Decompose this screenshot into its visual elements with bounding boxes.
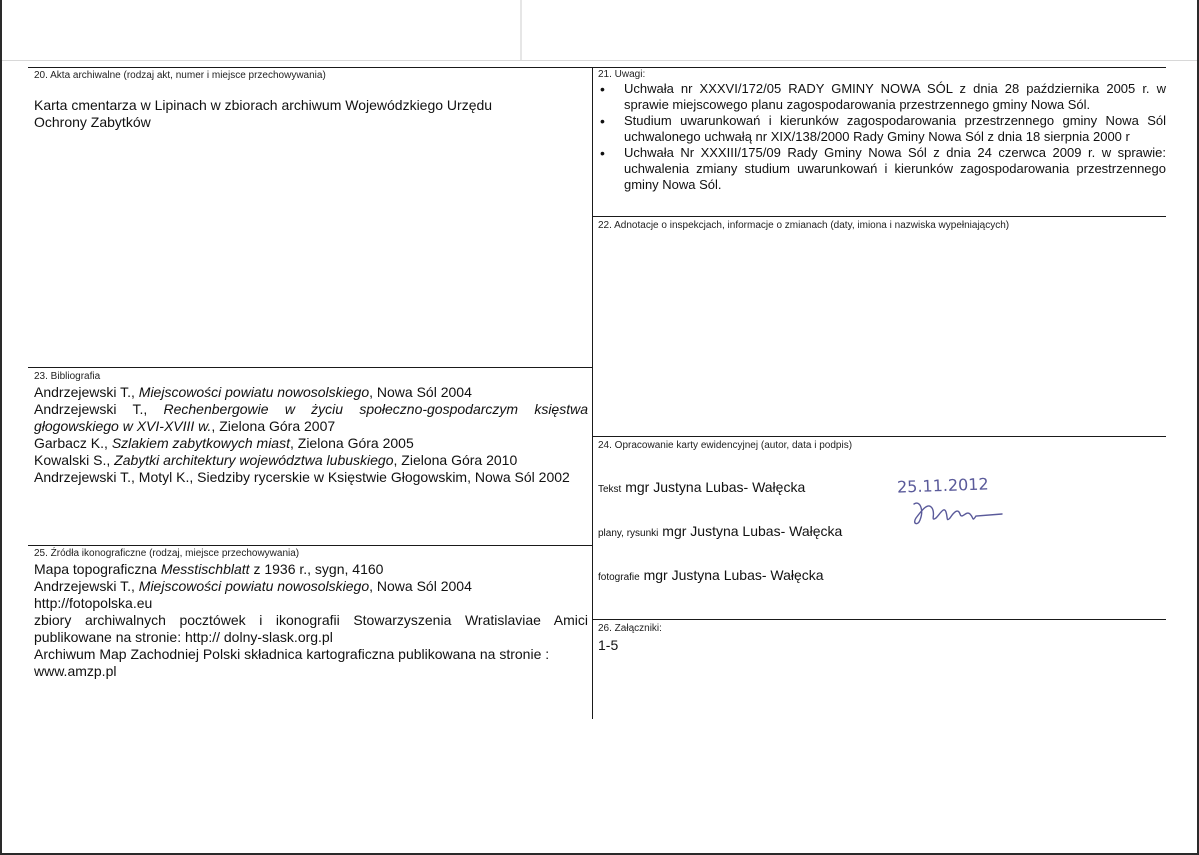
source-4: zbiory archiwalnych pocztówek i ikonografii Stowarzyszenia Wratislaviae Amici publikowane na stronie: http:// dolny-slask.org.pl xyxy=(34,612,588,645)
rule-center xyxy=(592,67,593,719)
bib-1-rest: , Nowa Sól 2004 xyxy=(369,384,472,400)
source-2-title: Miejscowości powiatu nowosolskiego xyxy=(138,578,370,594)
section-21-label: 21. Uwagi: xyxy=(598,69,646,80)
signature-icon xyxy=(910,496,1010,530)
bib-entry-4 xyxy=(34,452,588,469)
section-25-label: 25. Źródła ikonograficzne (rodzaj, miejsce przechowywania) xyxy=(34,548,300,559)
bib-entry-3 xyxy=(34,435,588,452)
source-3: http://fotopolska.eu xyxy=(34,595,153,611)
bibliography xyxy=(34,384,588,486)
author-text-label: Tekst xyxy=(598,484,622,495)
rule-top xyxy=(28,67,1166,68)
handwritten-date: 25.11.2012 xyxy=(896,474,989,497)
rule-right-24 xyxy=(592,436,1166,437)
author-plans-value: mgr Justyna Lubas- Wałęcka xyxy=(662,523,843,539)
section-21-notes xyxy=(598,81,1166,193)
bib-4-title: Zabytki architektury województwa lubuskiego xyxy=(114,452,394,468)
note-item-1: • Uchwała nr XXXVI/172/05 RADY GMINY NOWA SÓL z dnia 28 października 2005 r. w sprawie miejscowego planu zagospodarowania przestrzennego gminy Nowa Sól. xyxy=(598,81,1166,113)
bib-2-rest: , Zielona Góra 2007 xyxy=(211,418,336,434)
author-text-row xyxy=(598,479,805,498)
bib-3-rest: , Zielona Góra 2005 xyxy=(289,435,414,451)
rule-right-26 xyxy=(592,619,1166,620)
author-photos-value: mgr Justyna Lubas- Wałęcka xyxy=(643,567,824,583)
attachments-value: 1-5 xyxy=(598,637,619,653)
section-20-content xyxy=(34,97,584,131)
author-photos-row xyxy=(598,567,824,586)
source-2 xyxy=(34,578,588,595)
bib-3-title: Szlakiem zabytkowych miast xyxy=(111,435,290,451)
source-1-title: Messtischblatt xyxy=(160,561,250,577)
note-item-3: • Uchwała Nr XXXIII/175/09 Rady Gminy Nowa Sól z dnia 24 czerwca 2009 r. w sprawie: uchwalenia zmiany studium uwarunkowań i kierunków zagospodarowania przestrzennego gminy Nowa Sól. xyxy=(598,145,1166,193)
bib-entry-1 xyxy=(34,384,588,401)
iconography-sources xyxy=(34,561,588,680)
bib-1-title: Miejscowości powiatu nowosolskiego xyxy=(138,384,370,400)
source-2-b: , Nowa Sól 2004 xyxy=(369,578,472,594)
bib-4-rest: , Zielona Góra 2010 xyxy=(393,452,518,468)
source-1-b: z 1936 r., sygn, 4160 xyxy=(249,561,384,577)
section-20-line-1: Karta cmentarza w Lipinach w zbiorach archiwum Wojewódzkiego Urzędu xyxy=(34,97,493,113)
source-2-a: Andrzejewski T., xyxy=(34,578,139,594)
rule-left-23 xyxy=(28,367,592,368)
rule-right-edge xyxy=(1165,67,1166,68)
section-24-label: 24. Opracowanie karty ewidencyjnej (autor, data i podpis) xyxy=(598,440,853,451)
author-plans-label: plany, rysunki xyxy=(598,528,659,539)
bib-4-author: Kowalski S., xyxy=(34,452,115,468)
section-20-label: 20. Akta archiwalne (rodzaj akt, numer i miejsce przechowywania) xyxy=(34,70,326,81)
author-plans-row xyxy=(598,523,842,542)
author-photos-label: fotografie xyxy=(598,572,640,583)
source-5: Archiwum Map Zachodniej Polski składnica kartograficzna publikowana na stronie : www.amzp.pl xyxy=(34,646,550,679)
bib-entry-2 xyxy=(34,401,588,435)
section-20-line-2: Ochrony Zabytków xyxy=(34,114,151,130)
section-22-label: 22. Adnotacje o inspekcjach, informacje o zmianach (daty, imiona i nazwiska wypełniających) xyxy=(598,220,1010,231)
bib-entry-5: Andrzejewski T., Motyl K., Siedziby rycerskie w Księstwie Głogowskim, Nowa Sól 2002 xyxy=(34,469,570,485)
source-1-a: Mapa topograficzna xyxy=(34,561,161,577)
bib-3-author: Garbacz K., xyxy=(34,435,112,451)
rule-right-22 xyxy=(592,216,1166,217)
bib-2-author: Andrzejewski T., xyxy=(34,401,164,417)
section-26-label: 26. Załączniki: xyxy=(598,623,662,634)
rule-left-25 xyxy=(28,545,592,546)
author-text-value: mgr Justyna Lubas- Wałęcka xyxy=(625,479,806,495)
bib-1-author: Andrzejewski T., xyxy=(34,384,139,400)
section-23-label: 23. Bibliografia xyxy=(34,371,101,382)
note-item-2: • Studium uwarunkowań i kierunków zagospodarowania przestrzennego gminy Nowa Sól uchwalonego uchwałą nr XIX/138/2000 Rady Gminy Nowa Sól z dnia 18 sierpnia 2000 r xyxy=(598,113,1166,145)
source-1 xyxy=(34,561,588,578)
bib-2-title: Rechenbergowie w życiu społeczno-gospodarczym księstwa głogowskiego w XVI-XVIII w. xyxy=(34,401,588,434)
